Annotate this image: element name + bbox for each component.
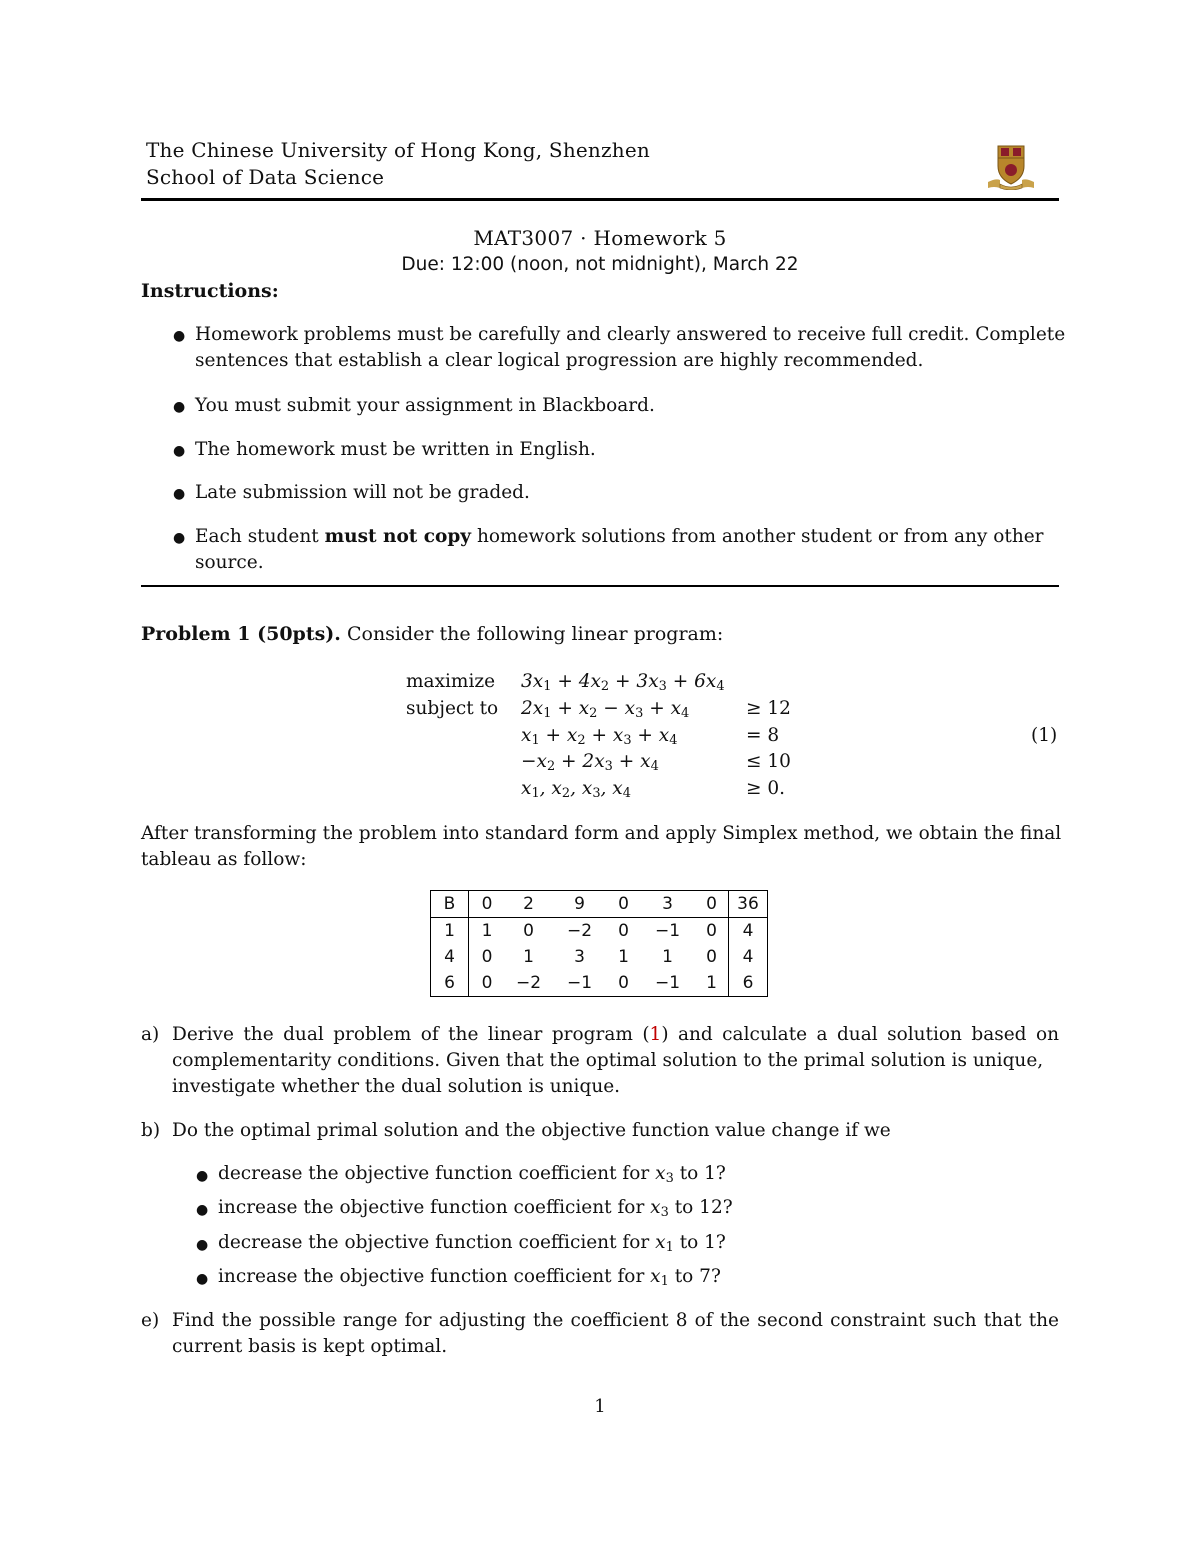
tableau-cell: 4 [431,944,469,970]
tableau-cell: −2 [566,921,593,941]
tableau-cell: −1 [654,921,681,941]
tableau-intro: After transforming the problem into standard form and apply Simplex method, we obtain the final tableau as follow: [141,823,1062,870]
tableau-row [431,944,768,970]
part-b-label: b) [141,1120,161,1141]
bullet-icon: ● [173,530,186,546]
university-name: The Chinese University of Hong Kong, Shenzhen [146,138,650,162]
tableau-cell: 1 [431,918,469,945]
part-a-label: a) [141,1024,160,1045]
problem-1-heading: Problem 1 (50pts). [141,623,341,645]
tableau-cell: 6 [729,970,768,997]
must-not-copy-emphasis: must not copy [324,526,472,547]
part-b-item: increase the objective function coefficient for $x_1$ to 7? [218,1266,721,1290]
homework-title: MAT3007 · Homework 5 [473,226,727,250]
constraint-3: $-x_2 + 2x_3 + x_4$ [521,751,659,775]
constraint-2: $x_1 + x_2 + x_3 + x_4$ [521,725,678,749]
constraint-1-rhs: ≥ 12 [746,698,791,719]
tableau-cell: 4 [729,918,768,945]
tableau-cell: −1 [654,973,681,993]
bullet-icon: ● [196,1168,209,1184]
tableau-cell: 1 [618,947,629,967]
tableau-cell: 4 [729,944,768,970]
section-rule [141,585,1059,587]
header-rule [141,198,1059,201]
tableau-cell: 0 [469,891,506,918]
constraint-1: $2x_1 + x_2 - x_3 + x_4$ [521,698,690,722]
part-a-text: Derive the dual problem of the linear program (1) and calculate a dual solution based on complementarity conditions. Given that the optimal solution to the primal solution is unique, investigate whether the dual solution is unique. [172,1024,1060,1097]
bullet-icon: ● [173,443,186,459]
instruction-item: Late submission will not be graded. [195,482,530,503]
instruction-item: The homework must be written in English. [195,439,596,460]
bullet-icon: ● [196,1202,209,1218]
constraint-3-rhs: ≤ 10 [746,751,791,772]
tableau-cell: 0 [695,918,729,945]
tableau-cell: 0 [523,921,534,941]
tableau-cell: 0 [481,947,493,967]
tableau-cell: 0 [607,891,640,918]
tableau-cell: 0 [695,944,729,970]
tableau-cell: 6 [431,970,469,997]
instruction-item: Homework problems must be carefully and clearly answered to receive full credit. Complete sentences that establish a clear logical progression are highly recommended. [195,324,1066,371]
tableau-cell: −1 [566,973,593,993]
university-crest-logo [986,144,1036,190]
due-date: Due: 12:00 (noon, not midnight), March 22 [401,254,799,275]
page-number: 1 [594,1396,606,1417]
maximize-label: maximize [406,671,496,692]
tableau-row [431,918,768,945]
subject-to-label: subject to [406,698,499,719]
bullet-icon: ● [173,328,186,344]
instruction-item: Each student must not copy homework solutions from another student or from any other source. [195,526,1044,573]
tableau-cell: 3 [574,947,585,967]
tableau-cell: 0 [481,973,493,993]
tableau-cell: 2 [505,891,552,918]
bullet-icon: ● [173,486,186,502]
instructions-heading: Instructions: [141,280,279,302]
instruction-item: You must submit your assignment in Blackboard. [195,395,655,416]
nonnegativity-vars: $x_1$, $x_2$, $x_3$, $x_4$ [521,778,631,802]
bullet-icon: ● [196,1271,209,1287]
tableau-cell: 9 [552,891,607,918]
objective-function: $3x_1 + 4x_2 + 3x_3 + 6x_4$ [521,671,725,695]
part-b-item: decrease the objective function coefficient for $x_3$ to 1? [218,1163,726,1187]
bullet-icon: ● [196,1237,209,1253]
part-b-text: Do the optimal primal solution and the objective function value change if we [172,1120,891,1141]
tableau-cell: 1 [695,970,729,997]
part-b-item: decrease the objective function coefficient for $x_1$ to 1? [218,1232,726,1256]
part-e-label: e) [141,1310,160,1331]
tableau-cell: 1 [662,947,673,967]
school-name: School of Data Science [146,165,385,189]
problem-1-statement: Problem 1 (50pts). Consider the following linear program: [141,623,724,645]
tableau-cell: 36 [729,891,768,918]
tableau-cell: 1 [523,947,534,967]
nonnegativity-rhs: ≥ 0. [746,778,786,799]
final-tableau [430,890,768,997]
tableau-cell: 0 [618,973,629,993]
tableau-cell: 0 [618,921,629,941]
tableau-cell: 3 [640,891,695,918]
tableau-cell: 1 [481,921,493,941]
part-b-item: increase the objective function coefficient for $x_3$ to 12? [218,1197,733,1221]
tableau-cell: 0 [695,891,729,918]
bullet-icon: ● [173,399,186,415]
equation-reference-link[interactable]: 1 [649,1024,662,1045]
tableau-header-row [431,891,768,918]
part-e-text: Find the possible range for adjusting the coefficient 8 of the second constraint such that the current basis is kept optimal. [172,1310,1059,1357]
constraint-2-rhs: = 8 [746,725,780,746]
tableau-cell: −2 [515,973,542,993]
equation-number: (1) [1031,725,1058,746]
tableau-row [431,970,768,997]
tableau-cell: B [431,891,469,918]
